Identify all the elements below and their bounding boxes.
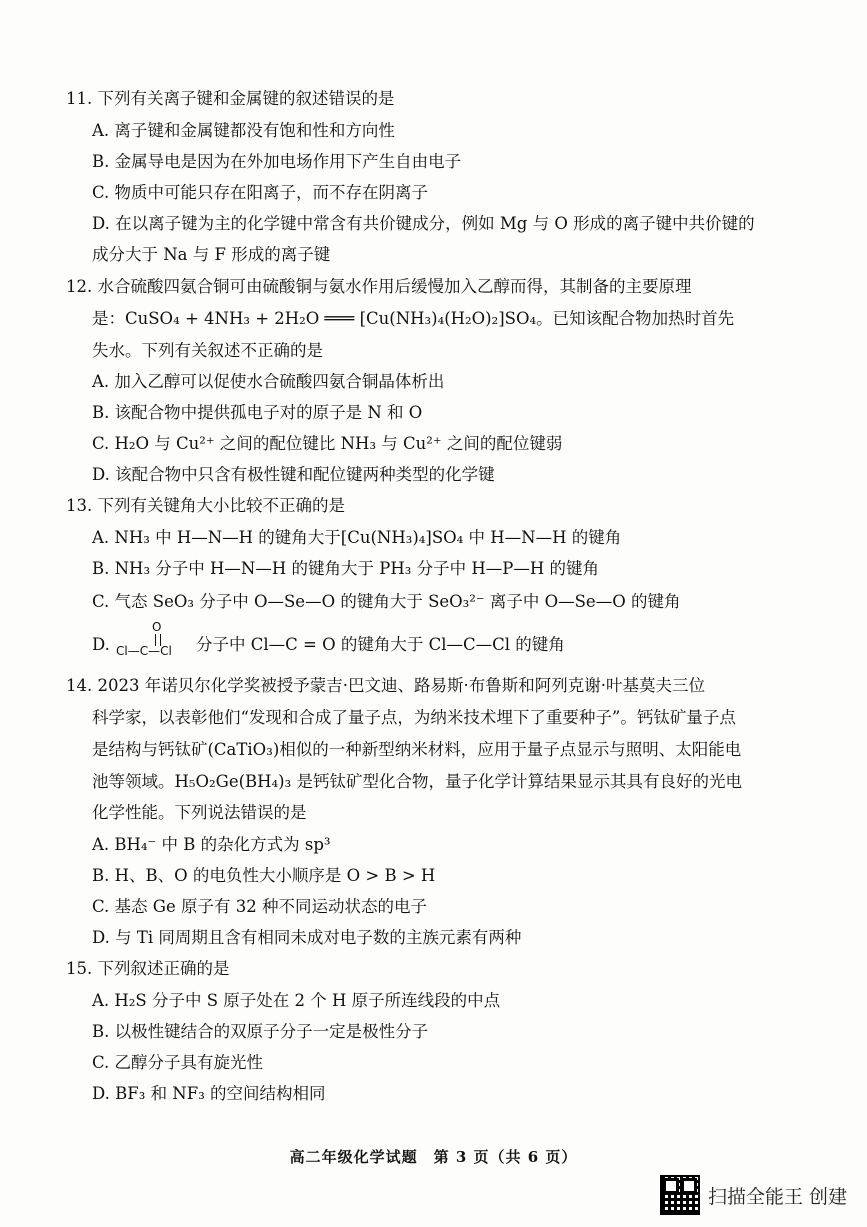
answer-option: A. H₂S 分子中 S 原子处在 2 个 H 原子所连线段的中点 (92, 991, 501, 1010)
text-line: 池等领域。H₅O₂Ge(BH₄)₃ 是钙钛矿型化合物，量子化学计算结果显示其具有良好的光电 (92, 772, 742, 791)
question-stem: 15. 下列叙述正确的是 (66, 959, 230, 978)
answer-option: C. H₂O 与 Cu²⁺ 之间的配位键比 NH₃ 与 Cu²⁺ 之间的配位键弱 (92, 434, 563, 453)
scanner-watermark (660, 1175, 847, 1215)
text-line: 化学性能。下列说法错误的是 (92, 803, 307, 822)
answer-option: D. (92, 635, 110, 654)
text-line: 成分大于 Na 与 F 形成的离子键 (92, 245, 331, 264)
text-line: 分子中 Cl—C = O 的键角大于 Cl—C—Cl 的键角 (196, 635, 565, 654)
answer-option: B. 金属导电是因为在外加电场作用下产生自由电子 (92, 152, 462, 171)
question-stem: 11. 下列有关离子键和金属键的叙述错误的是 (66, 89, 395, 108)
question-stem: 14. 2023 年诺贝尔化学奖被授予蒙吉·巴文迪、路易斯·布鲁斯和阿列克谢·叶基莫夫三位 (66, 676, 705, 695)
page-footer: 高二年级化学试题 第 3 页（共 6 页） (289, 1148, 578, 1166)
text-line: 是结构与钙钛矿(CaTiO₃)相似的一种新型纳米材料，应用于量子点显示与照明、太阳能电 (92, 740, 742, 759)
text-line: 失水。下列有关叙述不正确的是 (92, 341, 323, 360)
answer-option: C. 气态 SeO₃ 分子中 O—Se—O 的键角大于 SeO₃²⁻ 离子中 O—Se—O 的键角 (92, 592, 681, 611)
answer-option: C. 乙醇分子具有旋光性 (92, 1053, 264, 1072)
question-stem: 12. 水合硫酸四氨合铜可由硫酸铜与氨水作用后缓慢加入乙醇而得，其制备的主要原理 (66, 277, 692, 296)
question-stem: 13. 下列有关键角大小比较不正确的是 (66, 496, 345, 515)
answer-option: A. 加入乙醇可以促使水合硫酸四氨合铜晶体析出 (92, 372, 445, 391)
structure-oxygen: O (152, 620, 162, 634)
answer-option: B. NH₃ 分子中 H—N—H 的键角大于 PH₃ 分子中 H—P—H 的键角 (92, 559, 599, 578)
watermark-text: 扫描全能王 创建 (707, 1185, 847, 1208)
answer-option: D. 该配合物中只含有极性键和配位键两种类型的化学键 (92, 465, 495, 484)
answer-option: A. BH₄⁻ 中 B 的杂化方式为 sp³ (92, 835, 331, 854)
answer-option: D. 在以离子键为主的化学键中常含有共价键成分，例如 Mg 与 O 形成的离子键中共价键的 (92, 214, 755, 233)
answer-option: C. 基态 Ge 原子有 32 种不同运动状态的电子 (92, 897, 427, 916)
answer-option: A. NH₃ 中 H—N—H 的键角大于[Cu(NH₃)₄]SO₄ 中 H—N—H 的键角 (92, 528, 622, 547)
text-line: 是：CuSO₄ + 4NH₃ + 2H₂O ═══ [Cu(NH₃)₄(H₂O)₂]SO₄。已知该配合物加热时首先 (92, 309, 735, 328)
answer-option: B. H、B、O 的电负性大小顺序是 O > B > H (92, 866, 436, 885)
answer-option: C. 物质中可能只存在阳离子，而不存在阴离子 (92, 183, 429, 202)
qr-code-icon (660, 1175, 700, 1215)
phosgene-structure (116, 620, 196, 658)
answer-option: B. 以极性键结合的双原子分子一定是极性分子 (92, 1022, 429, 1041)
answer-option: A. 离子键和金属键都没有饱和性和方向性 (92, 121, 395, 140)
answer-option: D. 与 Ti 同周期且含有相同未成对电子数的主族元素有两种 (92, 928, 522, 947)
answer-option: D. BF₃ 和 NF₃ 的空间结构相同 (92, 1084, 326, 1103)
answer-option: B. 该配合物中提供孤电子对的原子是 N 和 O (92, 403, 423, 422)
structure-chain: Cl—C—Cl (116, 644, 172, 658)
text-line: 科学家，以表彰他们“发现和合成了量子点，为纳米技术埋下了重要种子”。钙钛矿量子点 (92, 708, 736, 727)
